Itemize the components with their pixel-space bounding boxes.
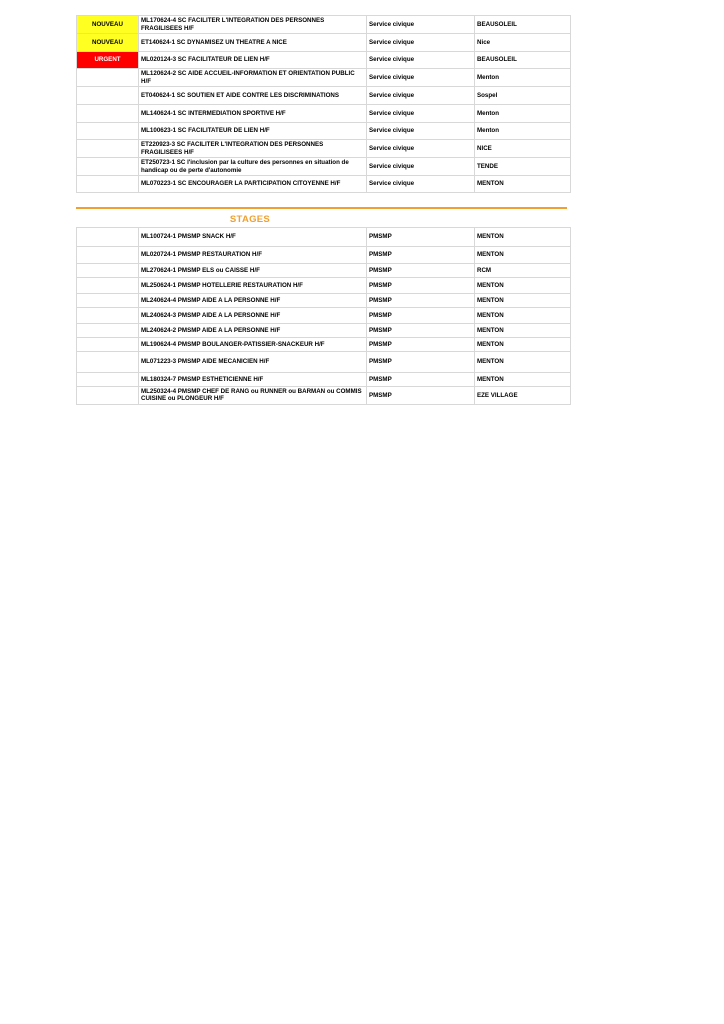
offer-type: Service civique bbox=[367, 16, 475, 34]
offer-type: Service civique bbox=[367, 105, 475, 123]
offer-title: ML070223-1 SC ENCOURAGER LA PARTICIPATION CITOYENNE H/F bbox=[139, 176, 367, 193]
row-marker-cell bbox=[77, 105, 139, 123]
table-row bbox=[77, 278, 571, 294]
offer-title: ML250324-4 PMSMP CHEF DE RANG ou RUNNER ou BARMAN ou COMMIS CUISINE ou PLONGEUR H/F bbox=[139, 387, 367, 405]
offer-title: ML170624-4 SC FACILITER L'INTEGRATION DES PERSONNES FRAGILISEES H/F bbox=[139, 16, 367, 34]
offer-type: PMSMP bbox=[367, 373, 475, 387]
table-row bbox=[77, 87, 571, 105]
offer-title: ET140624-1 SC DYNAMISEZ UN THEATRE A NICE bbox=[139, 34, 367, 52]
row-marker-cell bbox=[77, 140, 139, 158]
table-row bbox=[77, 294, 571, 308]
section-divider bbox=[76, 207, 567, 209]
offer-location: MENTON bbox=[475, 294, 571, 308]
offer-title: ML250624-1 PMSMP HOTELLERIE RESTAURATION H/F bbox=[139, 278, 367, 294]
table-row bbox=[77, 140, 571, 158]
offer-location: MENTON bbox=[475, 228, 571, 247]
offer-location: NICE bbox=[475, 140, 571, 158]
table-row bbox=[77, 158, 571, 176]
table-row bbox=[77, 34, 571, 52]
table-row bbox=[77, 373, 571, 387]
offer-title: ML180324-7 PMSMP ESTHETICIENNE H/F bbox=[139, 373, 367, 387]
offer-type: PMSMP bbox=[367, 352, 475, 373]
table-row bbox=[77, 324, 571, 338]
row-marker-cell bbox=[77, 352, 139, 373]
offer-title: ML100623-1 SC FACILITATEUR DE LIEN H/F bbox=[139, 123, 367, 140]
offer-title: ML240624-2 PMSMP AIDE A LA PERSONNE H/F bbox=[139, 324, 367, 338]
offer-title: ML240624-4 PMSMP AIDE A LA PERSONNE H/F bbox=[139, 294, 367, 308]
offer-location: Menton bbox=[475, 105, 571, 123]
row-marker-cell bbox=[77, 228, 139, 247]
offer-location: MENTON bbox=[475, 373, 571, 387]
table-row bbox=[77, 105, 571, 123]
offer-location: BEAUSOLEIL bbox=[475, 52, 571, 69]
status-badge: NOUVEAU bbox=[77, 34, 139, 52]
offer-location: MENTON bbox=[475, 176, 571, 193]
offer-type: PMSMP bbox=[367, 308, 475, 324]
row-marker-cell bbox=[77, 294, 139, 308]
row-marker-cell bbox=[77, 87, 139, 105]
offer-type: PMSMP bbox=[367, 387, 475, 405]
offer-type: Service civique bbox=[367, 140, 475, 158]
offer-location: MENTON bbox=[475, 278, 571, 294]
stages-section-title: STAGES bbox=[229, 214, 271, 225]
row-marker-cell bbox=[77, 69, 139, 87]
offer-type: Service civique bbox=[367, 34, 475, 52]
row-marker-cell bbox=[77, 308, 139, 324]
table-row bbox=[77, 264, 571, 278]
row-marker-cell bbox=[77, 264, 139, 278]
table-row bbox=[77, 176, 571, 193]
offer-location: TENDE bbox=[475, 158, 571, 176]
offer-title: ML071223-3 PMSMP AIDE MECANICIEN H/F bbox=[139, 352, 367, 373]
offer-type: Service civique bbox=[367, 176, 475, 193]
table-row bbox=[77, 123, 571, 140]
table-row bbox=[77, 338, 571, 352]
offer-type: Service civique bbox=[367, 87, 475, 105]
offer-location: RCM bbox=[475, 264, 571, 278]
row-marker-cell bbox=[77, 123, 139, 140]
offer-location: MENTON bbox=[475, 324, 571, 338]
offer-type: PMSMP bbox=[367, 324, 475, 338]
offer-title: ET040624-1 SC SOUTIEN ET AIDE CONTRE LES DISCRIMINATIONS bbox=[139, 87, 367, 105]
offer-type: Service civique bbox=[367, 123, 475, 140]
offer-location: BEAUSOLEIL bbox=[475, 16, 571, 34]
offer-title: ML140624-1 SC INTERMEDIATION SPORTIVE H/F bbox=[139, 105, 367, 123]
offer-location: Sospel bbox=[475, 87, 571, 105]
offer-title: ML120624-2 SC AIDE ACCUEIL-INFORMATION ET ORIENTATION PUBLIC H/F bbox=[139, 69, 367, 87]
offer-location: MENTON bbox=[475, 338, 571, 352]
offer-location: Menton bbox=[475, 69, 571, 87]
table-row bbox=[77, 52, 571, 69]
row-marker-cell bbox=[77, 373, 139, 387]
offer-location: EZE VILLAGE bbox=[475, 387, 571, 405]
table-row bbox=[77, 228, 571, 247]
offer-type: PMSMP bbox=[367, 228, 475, 247]
offer-title: ML020124-3 SC FACILITATEUR DE LIEN H/F bbox=[139, 52, 367, 69]
offer-location: Nice bbox=[475, 34, 571, 52]
offer-title: ML190624-4 PMSMP BOULANGER-PATISSIER-SNACKEUR H/F bbox=[139, 338, 367, 352]
status-badge: URGENT bbox=[77, 52, 139, 69]
row-marker-cell bbox=[77, 387, 139, 405]
offer-title: ET220923-3 SC FACILITER L'INTEGRATION DES PERSONNES FRAGILISEES H/F bbox=[139, 140, 367, 158]
offer-title: ML100724-1 PMSMP SNACK H/F bbox=[139, 228, 367, 247]
offer-location: MENTON bbox=[475, 308, 571, 324]
offer-type: PMSMP bbox=[367, 278, 475, 294]
table-row bbox=[77, 16, 571, 34]
row-marker-cell bbox=[77, 176, 139, 193]
status-badge: NOUVEAU bbox=[77, 16, 139, 34]
offer-type: PMSMP bbox=[367, 294, 475, 308]
offer-title: ML240624-3 PMSMP AIDE A LA PERSONNE H/F bbox=[139, 308, 367, 324]
offer-type: Service civique bbox=[367, 158, 475, 176]
table-row bbox=[77, 387, 571, 405]
service-civique-table bbox=[76, 15, 571, 193]
offer-type: Service civique bbox=[367, 52, 475, 69]
offer-location: MENTON bbox=[475, 352, 571, 373]
table-row bbox=[77, 308, 571, 324]
offer-type: Service civique bbox=[367, 69, 475, 87]
table-row bbox=[77, 247, 571, 264]
table-row bbox=[77, 69, 571, 87]
offer-type: PMSMP bbox=[367, 247, 475, 264]
offer-type: PMSMP bbox=[367, 264, 475, 278]
row-marker-cell bbox=[77, 338, 139, 352]
offer-type: PMSMP bbox=[367, 338, 475, 352]
row-marker-cell bbox=[77, 278, 139, 294]
table-row bbox=[77, 352, 571, 373]
stages-table bbox=[76, 227, 571, 405]
offer-location: Menton bbox=[475, 123, 571, 140]
offer-title: ET250723-1 SC l'inclusion par la culture des personnes en situation de handicap ou de perte d'autonomie bbox=[139, 158, 367, 176]
offer-title: ML020724-1 PMSMP RESTAURATION H/F bbox=[139, 247, 367, 264]
row-marker-cell bbox=[77, 324, 139, 338]
row-marker-cell bbox=[77, 247, 139, 264]
offer-title: ML270624-1 PMSMP ELS ou CAISSE H/F bbox=[139, 264, 367, 278]
row-marker-cell bbox=[77, 158, 139, 176]
offer-location: MENTON bbox=[475, 247, 571, 264]
